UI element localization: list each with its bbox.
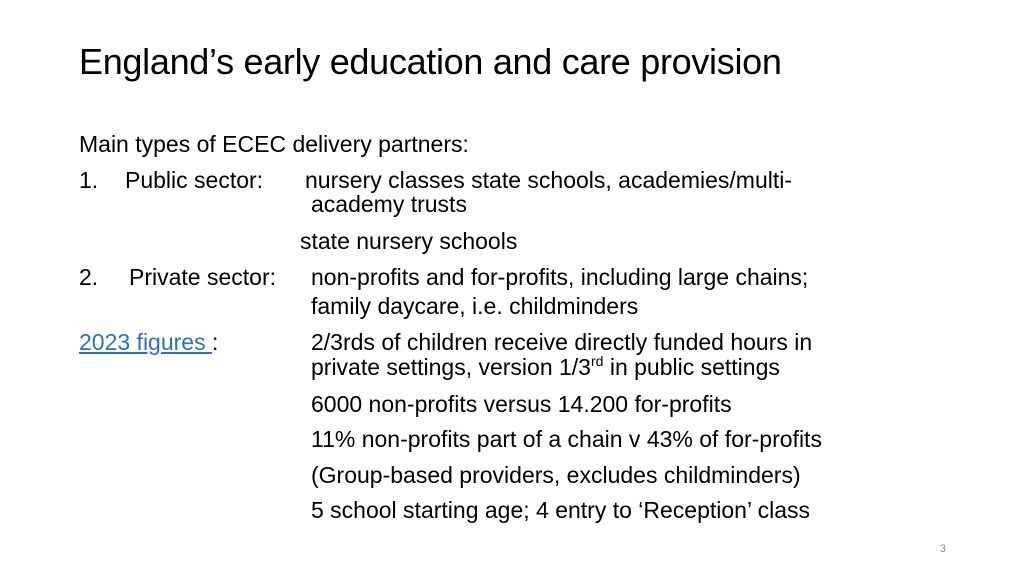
item-2-number: 2. xyxy=(79,264,99,290)
item-2-line-2: family daycare, i.e. childminders xyxy=(311,293,639,319)
figures-line-5: (Group-based providers, excludes childminders) xyxy=(311,462,801,488)
figures-line-2 xyxy=(311,353,780,381)
intro-text: Main types of ECEC delivery partners: xyxy=(79,131,469,157)
figures-colon: : xyxy=(211,329,219,355)
page-number: 3 xyxy=(939,543,946,555)
slide-title: England’s early education and care provision xyxy=(79,41,782,82)
figures-label-row xyxy=(79,328,218,356)
figures-line-2-post: in public settings xyxy=(603,354,780,380)
item-1-number: 1. xyxy=(79,167,99,193)
item-1-line-3: state nursery schools xyxy=(300,228,518,254)
item-2-line-1: non-profits and for-profits, including large chains; xyxy=(311,264,809,290)
item-1-line-1: nursery classes state schools, academies/multi- xyxy=(305,167,793,193)
figures-link[interactable]: 2023 figures xyxy=(79,329,212,355)
figures-line-2-sup: rd xyxy=(590,353,604,369)
figures-line-1: 2/3rds of children receive directly funded hours in xyxy=(311,329,813,355)
item-2-label: Private sector: xyxy=(129,264,276,290)
figures-line-3: 6000 non-profits versus 14.200 for-profits xyxy=(311,391,732,417)
item-1-label: Public sector: xyxy=(125,167,264,193)
figures-line-2-pre: private settings, version 1/3 xyxy=(311,354,591,380)
item-1-line-2: academy trusts xyxy=(311,191,467,217)
figures-line-6: 5 school starting age; 4 entry to ‘Reception’ class xyxy=(311,497,811,523)
figures-line-4: 11% non-profits part of a chain v 43% of for-profits xyxy=(311,426,822,452)
